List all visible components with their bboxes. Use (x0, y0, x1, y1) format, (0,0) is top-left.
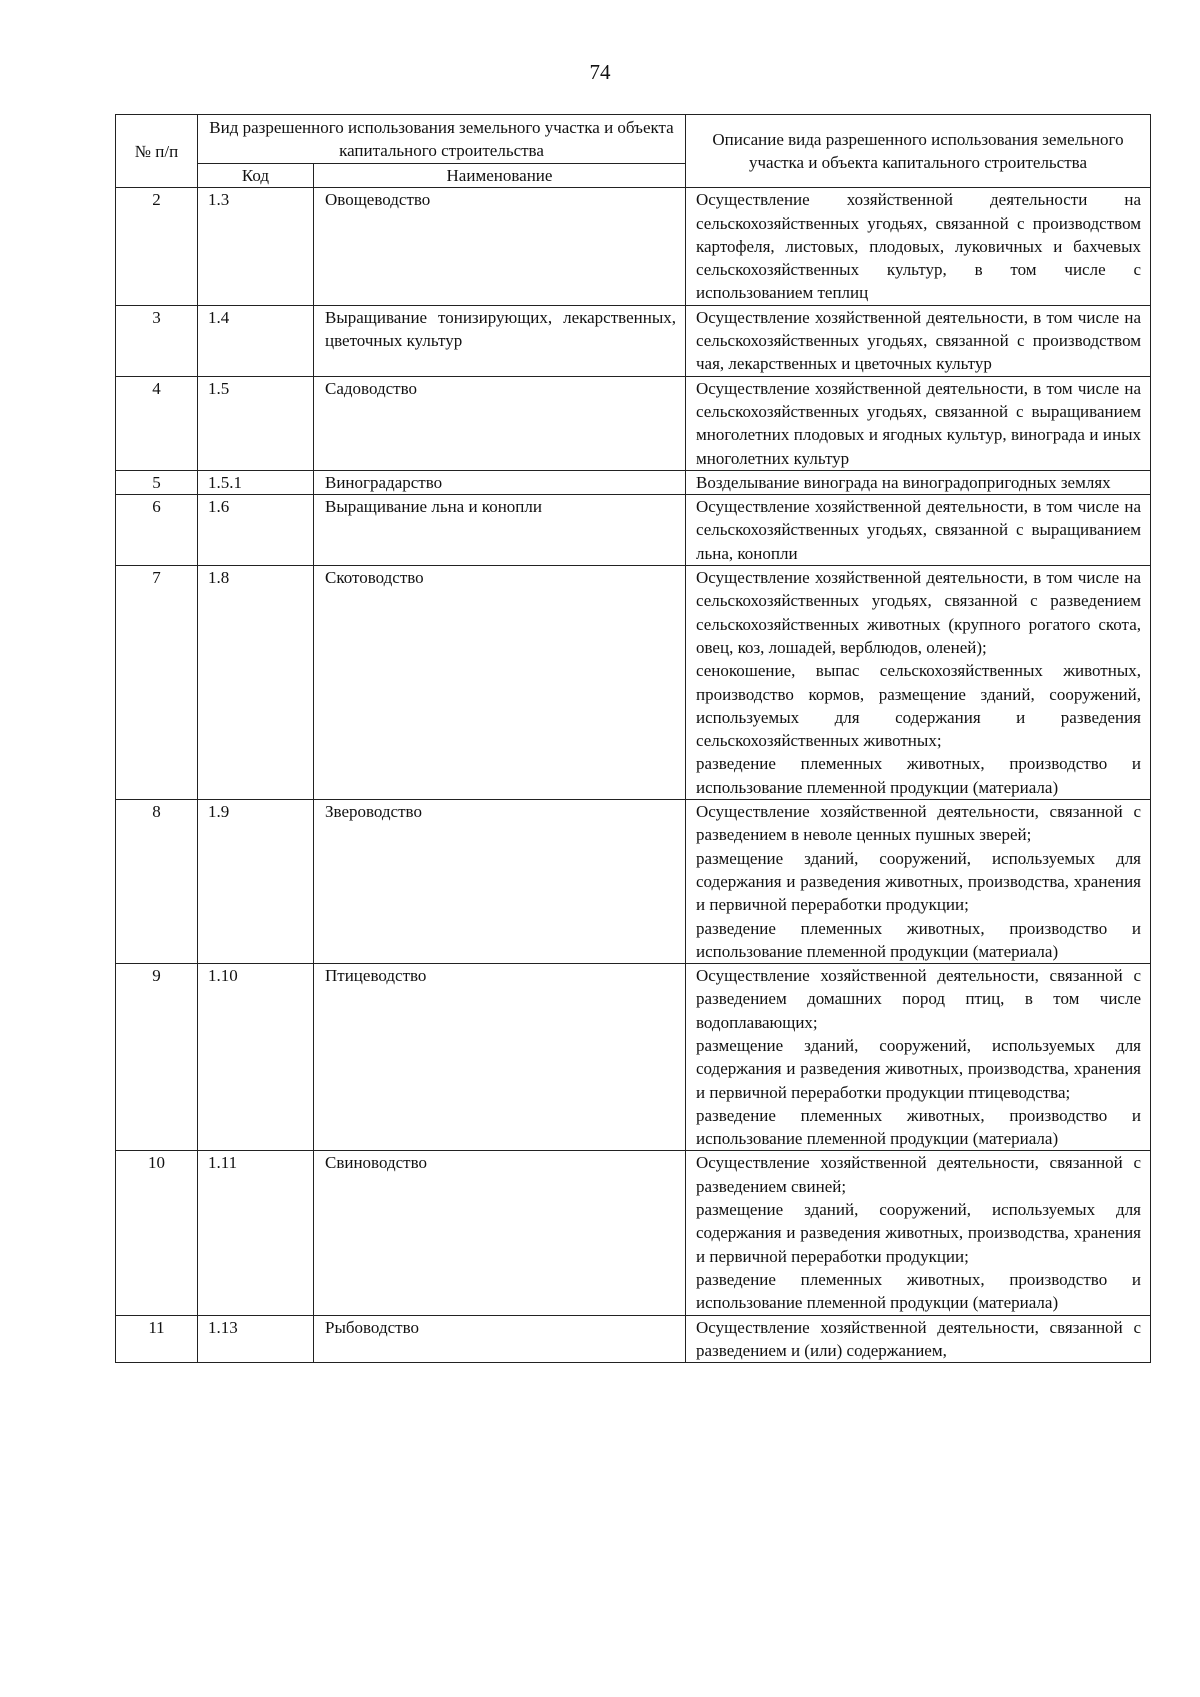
row-code: 1.10 (198, 964, 314, 1151)
table-row (116, 1315, 1151, 1363)
row-code: 1.8 (198, 566, 314, 800)
row-description (686, 470, 1151, 494)
description-paragraph: Осуществление хозяйственной деятельности, в том числе на сельскохозяйственных угодьях, связанной с производством чая, лекарственных и цветочных культур (696, 307, 1141, 374)
table-row (116, 800, 1151, 964)
table-row (116, 495, 1151, 566)
row-code: 1.5.1 (198, 470, 314, 494)
row-number: 8 (116, 800, 198, 964)
table-body (116, 188, 1151, 1363)
description-paragraph: Осуществление хозяйственной деятельности, в том числе на сельскохозяйственных угодьях, связанной с выращиванием многолетних плодовых и ягодных культур, винограда и иных многолетних культур (696, 378, 1141, 468)
row-name: Выращивание тонизирующих, лекарственных, цветочных культур (314, 305, 686, 376)
row-number: 9 (116, 964, 198, 1151)
land-use-table (115, 114, 1151, 1363)
page-number: 74 (589, 60, 611, 84)
row-code: 1.3 (198, 188, 314, 305)
header-name: Наименование (314, 164, 686, 188)
row-name: Овощеводство (314, 188, 686, 305)
row-description (686, 566, 1151, 800)
table-row (116, 305, 1151, 376)
row-number: 3 (116, 305, 198, 376)
table-row (116, 470, 1151, 494)
row-number: 6 (116, 495, 198, 566)
header-description: Описание вида разрешенного использования земельного участка и объекта капитального строительства (686, 115, 1151, 188)
description-paragraph: размещение зданий, сооружений, используемых для содержания и разведения животных, производства, хранения и первичной переработки продукции; (696, 848, 1141, 915)
description-paragraph: разведение племенных животных, производство и использование племенной продукции (материала) (696, 754, 1141, 797)
row-description (686, 376, 1151, 470)
description-paragraph: разведение племенных животных, производство и использование племенной продукции (материала) (696, 1105, 1141, 1149)
row-number: 2 (116, 188, 198, 305)
row-code: 1.4 (198, 305, 314, 376)
row-description (686, 1151, 1151, 1315)
table-row (116, 376, 1151, 470)
description-paragraph: Осуществление хозяйственной деятельности, в том числе на сельскохозяйственных угодьях, связанной с выращиванием льна, конопли (696, 497, 1141, 563)
header-num: № п/п (116, 115, 198, 188)
row-description (686, 1315, 1151, 1363)
description-paragraph: размещение зданий, сооружений, используемых для содержания и разведения животных, производства, хранения и первичной переработки продукции птицеводства; (696, 1035, 1141, 1102)
row-code: 1.11 (198, 1151, 314, 1315)
description-paragraph: Осуществление хозяйственной деятельности, связанной с разведением домашних пород птиц, в том числе водоплавающих; (696, 966, 1141, 1032)
description-paragraph: размещение зданий, сооружений, используемых для содержания и разведения животных, производства, хранения и первичной переработки продукции; (696, 1200, 1141, 1266)
row-description (686, 188, 1151, 305)
row-number: 5 (116, 470, 198, 494)
header-code: Код (198, 164, 314, 188)
description-paragraph: Возделывание винограда на виноградопригодных землях (696, 472, 1111, 492)
row-code: 1.13 (198, 1315, 314, 1363)
row-name: Скотоводство (314, 566, 686, 800)
description-paragraph: Осуществление хозяйственной деятельности, связанной с разведением и (или) содержанием, (696, 1317, 1141, 1360)
row-name: Свиноводство (314, 1151, 686, 1315)
row-number: 4 (116, 376, 198, 470)
table-row (116, 188, 1151, 305)
row-code: 1.6 (198, 495, 314, 566)
description-paragraph: Осуществление хозяйственной деятельности на сельскохозяйственных угодьях, связанной с производством картофеля, листовых, плодовых, луковичных и бахчевых сельскохозяйственных культур, в том числе с использованием теплиц (696, 190, 1141, 303)
description-paragraph: разведение племенных животных, производство и использование племенной продукции (материала) (696, 1269, 1141, 1313)
row-name: Звероводство (314, 800, 686, 964)
row-code: 1.5 (198, 376, 314, 470)
row-name: Виноградарство (314, 470, 686, 494)
description-paragraph: Осуществление хозяйственной деятельности, в том числе на сельскохозяйственных угодьях, связанной с разведением сельскохозяйственных животных (крупного рогатого скота, овец, коз, лошадей, верблюдов, оленей); (696, 568, 1141, 657)
table-row (116, 964, 1151, 1151)
description-paragraph: разведение племенных животных, производство и использование племенной продукции (материала) (696, 918, 1141, 961)
row-description (686, 305, 1151, 376)
description-paragraph: сенокошение, выпас сельскохозяйственных животных, производство кормов, размещение зданий, сооружений, используемых для содержания и разведения сельскохозяйственных животных; (696, 661, 1141, 751)
header-group: Вид разрешенного использования земельного участка и объекта капитального строительства (198, 115, 686, 164)
row-name: Выращивание льна и конопли (314, 495, 686, 566)
description-paragraph: Осуществление хозяйственной деятельности, связанной с разведением свиней; (696, 1153, 1141, 1196)
description-paragraph: Осуществление хозяйственной деятельности, связанной с разведением в неволе ценных пушных зверей; (696, 802, 1141, 845)
table-row (116, 566, 1151, 800)
row-number: 10 (116, 1151, 198, 1315)
row-number: 7 (116, 566, 198, 800)
row-number: 11 (116, 1315, 198, 1363)
row-name: Садоводство (314, 376, 686, 470)
row-description (686, 964, 1151, 1151)
row-name: Птицеводство (314, 964, 686, 1151)
row-name: Рыбоводство (314, 1315, 686, 1363)
table-row (116, 1151, 1151, 1315)
table-header (116, 115, 1151, 188)
row-description (686, 800, 1151, 964)
row-description (686, 495, 1151, 566)
row-code: 1.9 (198, 800, 314, 964)
